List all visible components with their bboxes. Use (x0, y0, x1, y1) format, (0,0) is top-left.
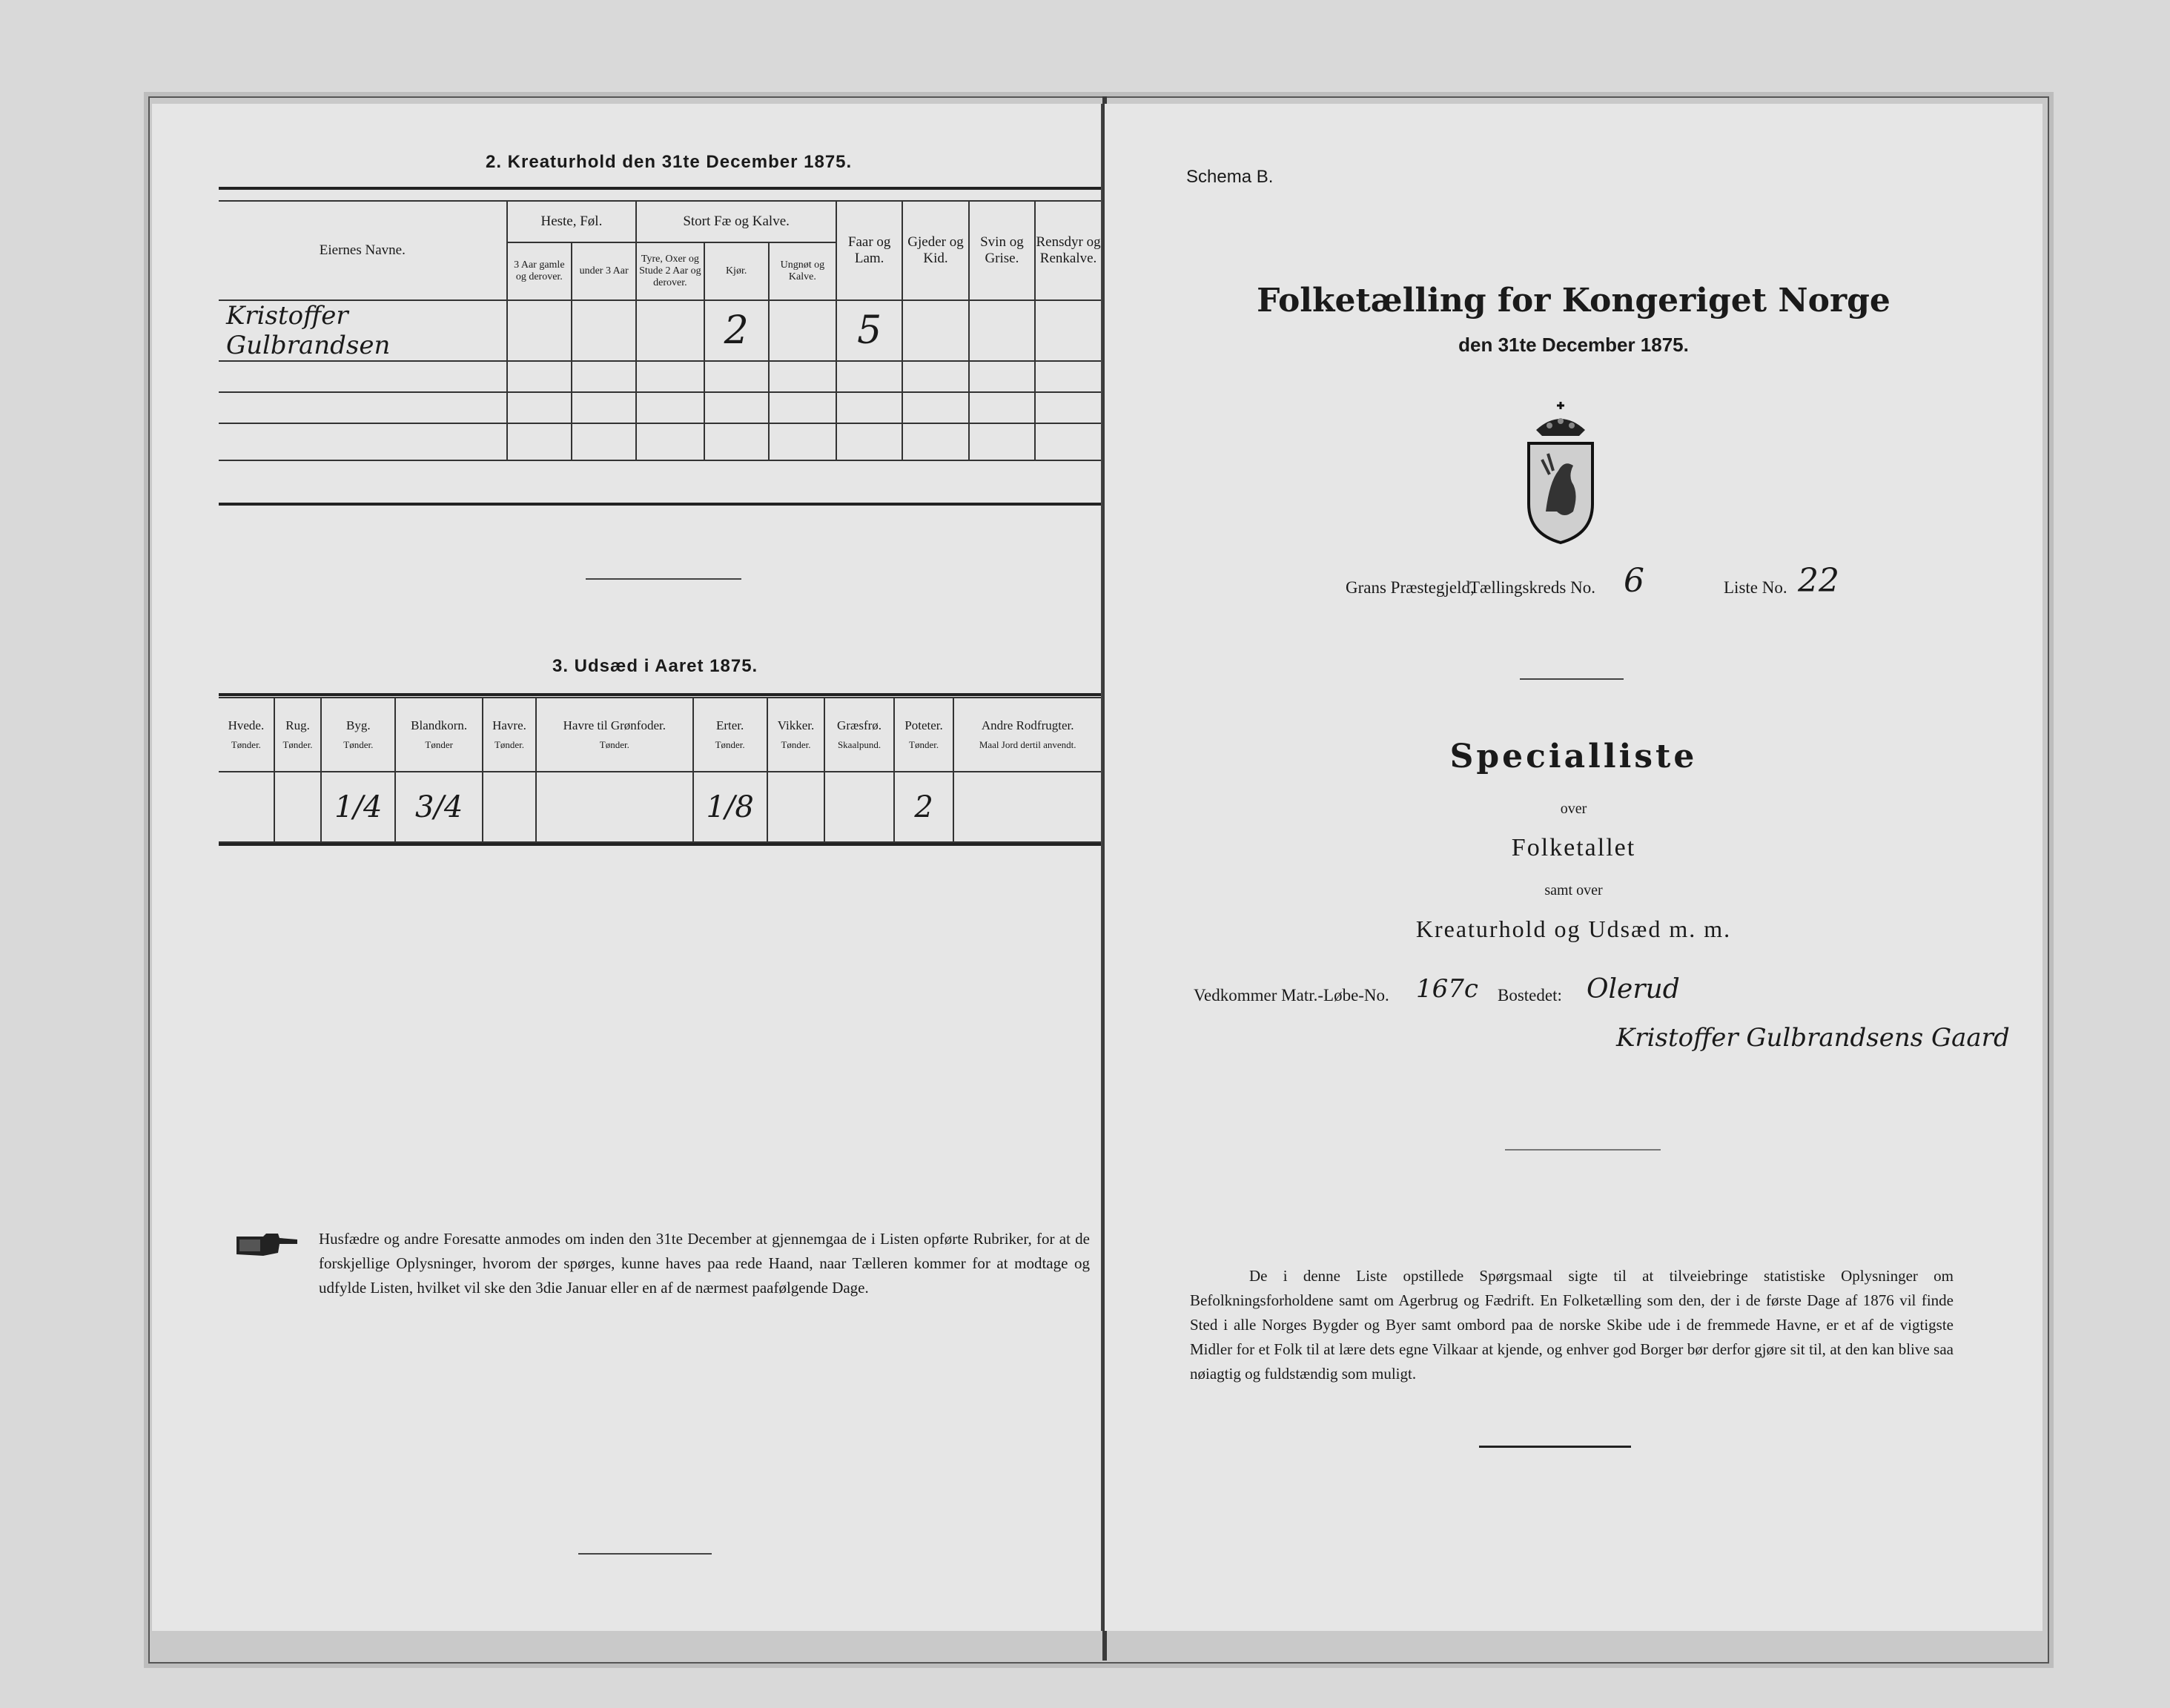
seed-col-unit: Tønder. (781, 739, 811, 750)
seed-col-unit: Tønder. (282, 739, 313, 750)
section3-title: 3. Udsæd i Aaret 1875. (552, 656, 758, 676)
seed-col-name: Vikker. (777, 718, 815, 732)
col-rensdyr-header: Rensdyr og Renkalve. (1035, 201, 1101, 300)
seed-col-name: Hvede. (228, 718, 265, 732)
col-stort-header: Stort Fæ og Kalve. (636, 201, 836, 242)
seed-col-name: Rug. (285, 718, 310, 732)
matr-label: Vedkommer Matr.-Løbe-No. (1194, 986, 1389, 1004)
divider (1520, 678, 1624, 680)
kjor-value: 2 (704, 300, 769, 361)
seed-value-cell: 3/4 (395, 772, 483, 842)
seed-col-unit: Tønder (425, 739, 453, 750)
seed-col-unit: Maal Jord dertil anvendt. (979, 739, 1076, 750)
seed-col-unit: Tønder. (231, 739, 261, 750)
seed-col-name: Blandkorn. (411, 718, 468, 732)
seed-col-unit: Tønder. (494, 739, 525, 750)
livestock-table (219, 200, 1101, 461)
kreds-value: 6 (1624, 562, 1644, 600)
seed-col-header (767, 698, 825, 772)
footnote: Husfædre og andre Foresatte anmodes om inden den 31te December at gjennemgaa de i Listen opførte Rubriker, for at de forskjellige Oplysninger, hvorom der spørges, kunne haves paa rede Haand, naar Tælleren kommer for at modtage og udfylde Listen, hvilket vil ske den 3die Januar eller en af de nærmest paafølgende Dage. (319, 1230, 1090, 1297)
seed-col-header (274, 698, 321, 772)
seed-col-name: Græsfrø. (837, 718, 882, 732)
seed-value-cell (824, 772, 893, 842)
faar-value: 5 (836, 300, 902, 361)
col-heste-a: 3 Aar gamle og derover. (507, 242, 572, 300)
seed-col-unit: Tønder. (909, 739, 939, 750)
left-page (152, 104, 1103, 1631)
rule (219, 187, 1101, 190)
owner-name: Kristoffer Gulbrandsen (219, 300, 507, 361)
gaard-value: Kristoffer Gulbrandsens Gaard (1616, 1023, 2010, 1053)
divider (578, 1553, 712, 1555)
cell (507, 300, 572, 361)
seed-value-cell (483, 772, 536, 842)
cell (1035, 300, 1101, 361)
specialliste-title: Specialliste (1449, 738, 1698, 775)
rule (219, 693, 1101, 696)
seed-col-header (321, 698, 395, 772)
schema-label: Schema B. (1186, 167, 1274, 187)
over-label: over (1560, 801, 1587, 817)
cell (636, 300, 704, 361)
seed-col-header (824, 698, 893, 772)
right-page (1105, 104, 2042, 1631)
divider (1505, 1149, 1661, 1151)
seed-col-header (894, 698, 954, 772)
seed-value-cell (274, 772, 321, 842)
rule (219, 503, 1101, 506)
samt-over-label: samt over (1544, 882, 1603, 898)
census-date: den 31te December 1875. (1458, 334, 1689, 356)
pointing-hand-icon (234, 1231, 300, 1260)
seed-col-unit: Skaalpund. (837, 739, 881, 750)
seed-col-name: Havre til Grønfoder. (563, 718, 666, 732)
seed-col-unit: Tønder. (599, 739, 629, 750)
seed-value-cell (219, 772, 274, 842)
cell (969, 300, 1035, 361)
seed-col-header (219, 698, 274, 772)
seed-value-cell: 2 (894, 772, 954, 842)
liste-value: 22 (1798, 562, 1839, 600)
seed-col-name: Andre Rodfrugter. (981, 718, 1074, 732)
col-svin-header: Svin og Grise. (969, 201, 1035, 300)
kreds-label: Tællingskreds No. (1469, 578, 1595, 597)
seed-col-name: Poteter. (904, 718, 943, 732)
folketallet-title: Folketallet (1511, 834, 1636, 861)
seed-value-cell: 1/8 (693, 772, 767, 842)
seed-value-cell (536, 772, 693, 842)
col-owner-header: Eiernes Navne. (219, 201, 507, 300)
seed-value-cell (953, 772, 1101, 842)
cell (902, 300, 968, 361)
seed-col-name: Erter. (715, 718, 744, 732)
divider (586, 578, 741, 580)
seed-col-name: Havre. (492, 718, 526, 732)
prestegjeld-label: Grans Præstegjeld, (1346, 578, 1475, 597)
seed-col-header (536, 698, 693, 772)
divider (1479, 1446, 1631, 1448)
seed-value-cell (767, 772, 825, 842)
seed-col-unit: Tønder. (343, 739, 374, 750)
seed-col-header (693, 698, 767, 772)
col-stort-a: Tyre, Oxer og Stude 2 Aar og derover. (636, 242, 704, 300)
cell (572, 300, 636, 361)
liste-label: Liste No. (1724, 578, 1787, 597)
col-heste-header: Heste, Føl. (507, 201, 637, 242)
coat-of-arms-icon (1520, 400, 1601, 545)
seed-col-name: Byg. (345, 718, 371, 732)
intro-paragraph: De i denne Liste opstillede Spørgsmaal sigte til at tilveiebringe statistiske Oplysninger om Befolkningsforholdene samt om Agerbrug og Fædrift. En Folketælling som den, der i de første Dage af 1876 vil finde Sted i alle Norges Bygder og Byer samt ombord paa de norske Skibe ude i de fremmede Havne, er et af de vigtigste Midler for et Folk til at lære dets egne Vilkaar at kjende, og enhver god Borger bør derfor gjøre sit til, at den kan blive saa nøiagtig og fuldstændig som muligt. (1190, 1267, 1954, 1383)
bostedet-label: Bostedet: (1498, 986, 1562, 1004)
bostedet-value: Olerud (1587, 974, 1680, 1004)
seed-col-header (483, 698, 536, 772)
matr-value: 167c (1416, 974, 1478, 1004)
seed-value-cell: 1/4 (321, 772, 395, 842)
cell (769, 300, 836, 361)
col-heste-b: under 3 Aar (572, 242, 636, 300)
col-gjeder-header: Gjeder og Kid. (902, 201, 968, 300)
col-stort-c: Ungnøt og Kalve. (769, 242, 836, 300)
seed-col-unit: Tønder. (715, 739, 745, 750)
col-faar-header: Faar og Lam. (836, 201, 902, 300)
rule (219, 843, 1101, 846)
seed-table (219, 697, 1101, 843)
section2-title: 2. Kreaturhold den 31te December 1875. (486, 152, 853, 172)
census-title: Folketælling for Kongeriget Norge (1257, 282, 1891, 320)
kreaturhold-title: Kreaturhold og Udsæd m. m. (1415, 916, 1732, 942)
seed-col-header (395, 698, 483, 772)
seed-col-header (953, 698, 1101, 772)
col-stort-b: Kjør. (704, 242, 769, 300)
